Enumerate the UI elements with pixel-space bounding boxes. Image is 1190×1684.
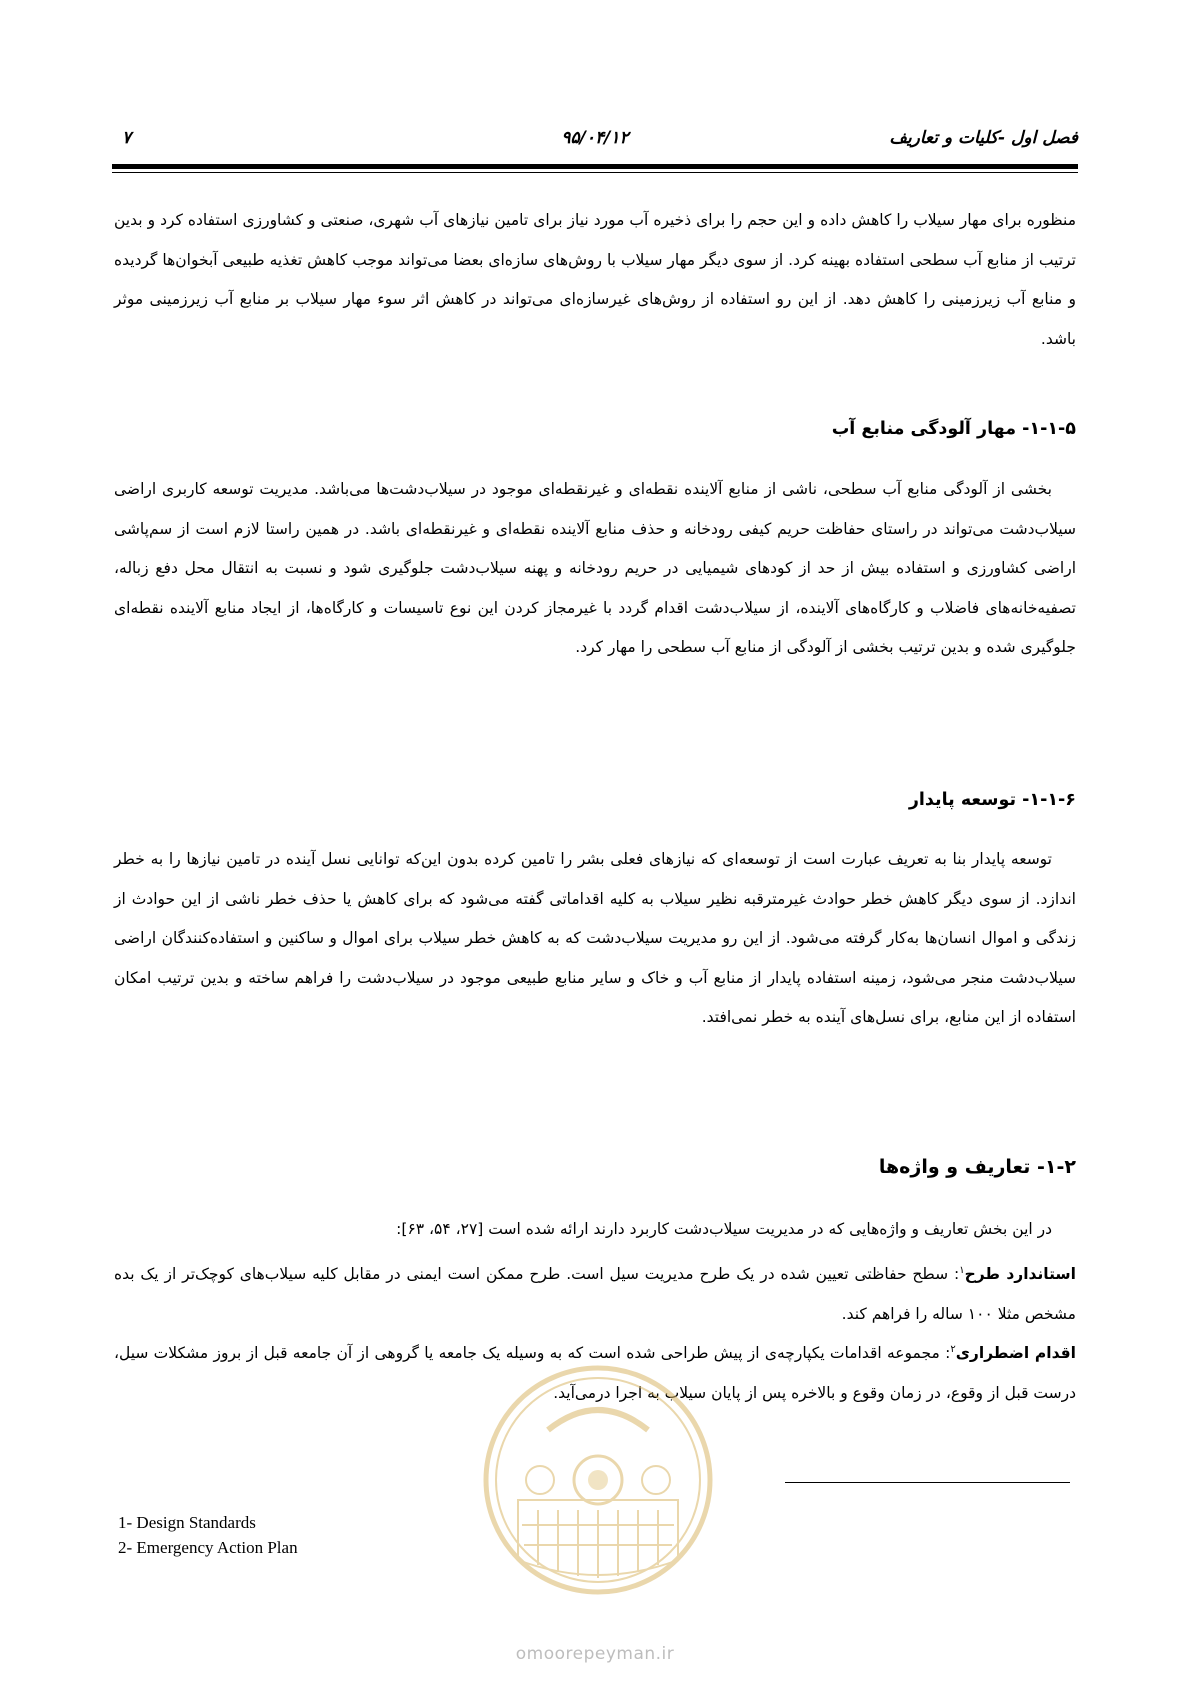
page-header xyxy=(112,128,1078,150)
section-heading: ۱-۱-۵- مهار آلودگی منابع آب xyxy=(831,419,1076,439)
paragraph-intro xyxy=(114,201,1076,359)
footnotes xyxy=(118,1510,298,1560)
footnote-ref: ۱ xyxy=(959,1265,965,1276)
footnote-separator xyxy=(785,1482,1070,1483)
term-definition: : مجموعه اقدامات یکپارچه‌ی از پیش طراحی شده است که به وسیله یک جامعه یا گروهی از آن جامعه قبل از بروز مشکلات سیل، درست قبل از وقوع، در زمان وقوع و بالاخره پس از پایان سیلاب به اجرا درمی‌آید. xyxy=(114,1344,1076,1402)
watermark-seal xyxy=(478,1360,718,1600)
definition-design-standard xyxy=(114,1251,1076,1334)
section-heading: ۱-۱-۶- توسعه پایدار xyxy=(908,790,1076,810)
section-definitions xyxy=(114,1152,1076,1182)
term-label: استاندارد طرح xyxy=(964,1265,1076,1284)
section-heading: ۱-۲- تعاریف و واژه‌ها xyxy=(878,1156,1076,1178)
header-rule-thin xyxy=(112,172,1078,173)
term-definition: : سطح حفاظتی تعیین شده در یک طرح مدیریت سیل است. طرح ممکن است ایمنی در مقابل کلیه سیلاب‌های کوچک‌تر از یک بده مشخص مثلا ۱۰۰ ساله را فراهم کند. xyxy=(114,1265,1076,1323)
watermark-url: omoorepeyman.ir xyxy=(515,1644,675,1664)
header-rule-thick xyxy=(112,164,1078,169)
footnote-item: 2- Emergency Action Plan xyxy=(118,1538,298,1557)
paragraph-text: توسعه پایدار بنا به تعریف عبارت است از توسعه‌ای که نیازهای فعلی بشر را تامین کرده بدون این‌که توانایی نسل آینده در تامین نیازها را به خطر اندازد. از سوی دیگر کاهش خطر حوادث غیرمترقبه نظیر سیلاب به کلیه اقداماتی گفته می‌شود که برای کاهش یا حذف خطر ناشی از این حوادث از زندگی و اموال انسان‌ها به‌کار گرفته می‌شود. از این رو مدیریت سیلاب‌دشت که به کاهش خطر سیلاب برای اموال و ساکنین و استفاده‌کنندگان اراضی سیلاب‌دشت منجر می‌شود، زمینه استفاده پایدار از منابع آب و خاک و سایر منابع طبیعی موجود در سیلاب‌دشت را فراهم ساخته و بدین ترتیب امکان استفاده از این منابع، برای نسل‌های آینده به خطر نمی‌افتد. xyxy=(114,850,1076,1026)
seal-icon xyxy=(478,1360,718,1600)
chapter-title: فصل اول -کلیات و تعاریف xyxy=(889,128,1078,148)
paragraph-sustainable xyxy=(114,840,1076,1038)
paragraph-text: منظوره برای مهار سیلاب را کاهش داده و این حجم را برای ذخیره آب مورد نیاز برای تامین نیازهای آب شهری، صنعتی و کشاورزی استفاده کرد و بدین ترتیب از منابع آب سطحی استفاده بهینه کرد. از سوی دیگر مهار سیلاب با روش‌های سازه‌ای بعضا می‌تواند موجب کاهش تغذیه طبیعی آبخوان‌ها گردیده و منابع آب زیرزمینی را کاهش دهد. از این رو استفاده از روش‌های غیرسازه‌ای می‌تواند در کاهش اثر سوء مهار سیلاب بر منابع آب زیرزمینی موثر باشد. xyxy=(114,211,1076,348)
definitions-intro xyxy=(114,1210,1076,1250)
section-pollution xyxy=(114,414,1076,444)
term-label: اقدام اضطراری xyxy=(955,1344,1076,1363)
header-date: ۹۵/۰۴/۱۲ xyxy=(561,128,629,148)
page-number: ۷ xyxy=(122,128,132,148)
footnote-item: 1- Design Standards xyxy=(118,1513,256,1532)
paragraph-text: بخشی از آلودگی منابع آب سطحی، ناشی از منابع آلاینده نقطه‌ای و غیرنقطه‌ای موجود در سیلاب‌دشت‌ها می‌باشد. مدیریت توسعه کاربری اراضی سیلاب‌دشت می‌تواند در راستای حفاظت حریم کیفی رودخانه و حذف منابع آلاینده نقطه‌ای و غیرنقطه‌ای باشد. در همین راستا لازم است از سم‌پاشی اراضی کشاورزی و استفاده بیش از حد از کودهای شیمیایی در حریم رودخانه و پهنه سیلاب‌دشت جلوگیری شود و نسبت به انتقال محل دفع زباله، تصفیه‌خانه‌های فاضلاب و کارگاه‌های آلاینده، از سیلاب‌دشت اقدام گردد با غیرمجاز کردن این نوع تاسیسات و کارگاه‌ها، از ایجاد منابع آلاینده نقطه‌ای جلوگیری شده و بدین ترتیب بخشی از آلودگی از منابع آب سطحی را مهار کرد. xyxy=(114,480,1076,656)
paragraph-pollution xyxy=(114,470,1076,668)
footnote-ref: ۲ xyxy=(950,1344,956,1355)
section-sustainable xyxy=(114,785,1076,815)
paragraph-text: در این بخش تعاریف و واژه‌هایی که در مدیریت سیلاب‌دشت کاربرد دارند ارائه شده است [۲۷، ۵۴، ۶۳]: xyxy=(396,1220,1052,1238)
